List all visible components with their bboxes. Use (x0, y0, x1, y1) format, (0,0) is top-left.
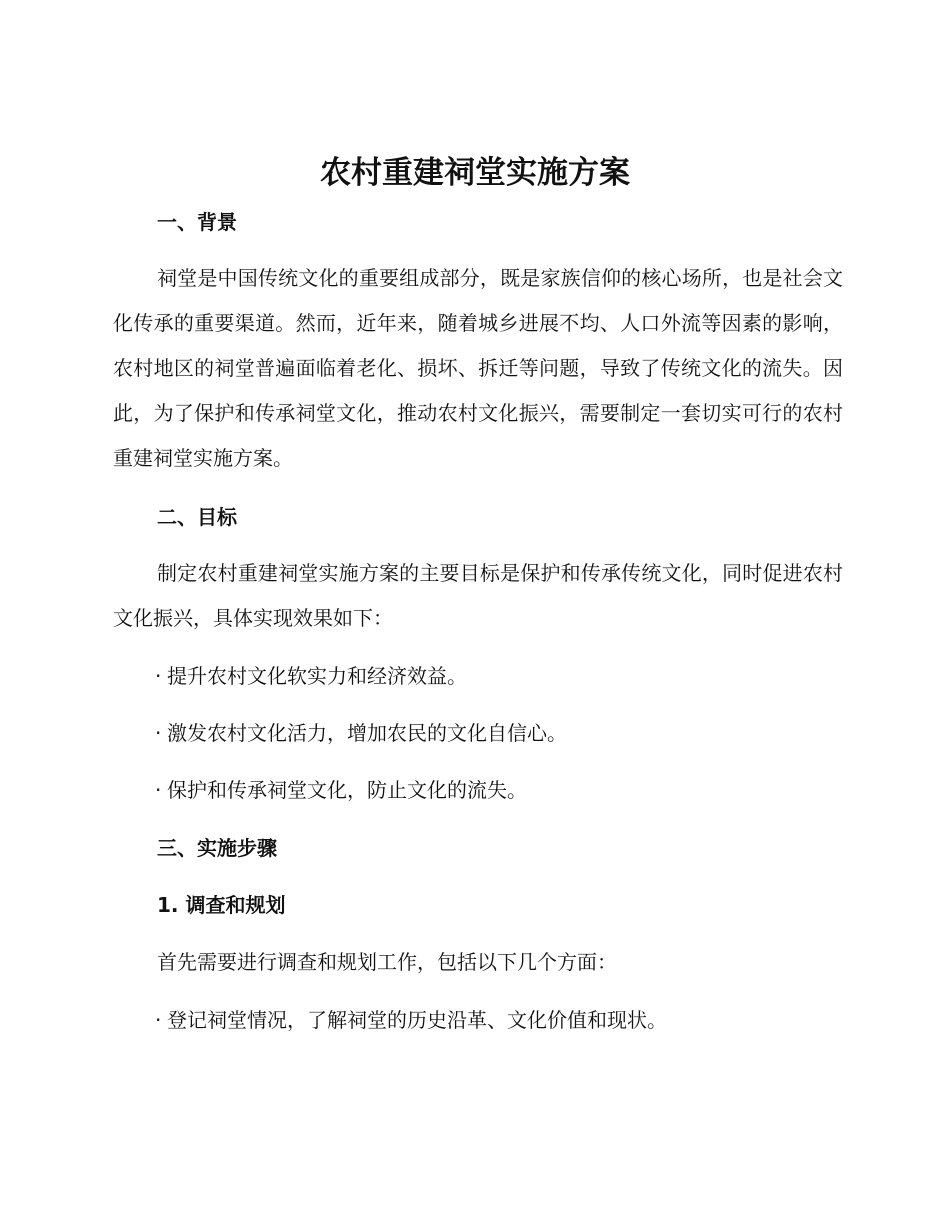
bullet-dot: · (155, 664, 162, 688)
bullet-dot: · (155, 778, 162, 802)
goals-bullet-text: 提升农村文化软实力和经济效益。 (167, 664, 467, 688)
section-heading-steps: 三、实施步骤 (157, 836, 277, 860)
steps-intro-text: 首先需要进行调查和规划工作，包括以下几个方面： (157, 950, 617, 974)
steps-bullet-text: 登记祠堂情况，了解祠堂的历史沿革、文化价值和现状。 (167, 1008, 667, 1032)
document-title: 农村重建祠堂实施方案 (320, 155, 630, 191)
section-heading-background: 一、背景 (157, 210, 237, 234)
subsection-heading-survey: 1. 调查和规划 (157, 893, 286, 917)
steps-bullet-item (155, 1006, 667, 1034)
goals-bullet-item (155, 776, 527, 804)
goals-bullet-text: 激发农村文化活力，增加农民的文化自信心。 (167, 721, 567, 745)
background-paragraph: 祠堂是中国传统文化的重要组成部分，既是家族信仰的核心场所，也是社会文化传承的重要渠道。然而，近年来，随着城乡进展不均、人口外流等因素的影响，农村地区的祠堂普遍面临着老化、损坏、拆迁等问题，导致了传统文化的流失。因此，为了保护和传承祠堂文化，推动农村文化振兴，需要制定一套切实可行的农村重建祠堂实施方案。 (113, 266, 843, 470)
goals-bullet-item (155, 719, 567, 747)
goals-bullet-item (155, 662, 467, 690)
bullet-dot: · (155, 1008, 162, 1032)
goals-paragraph: 制定农村重建祠堂实施方案的主要目标是保护和传承传统文化，同时促进农村文化振兴，具体实现效果如下： (113, 561, 843, 630)
goals-bullet-text: 保护和传承祠堂文化，防止文化的流失。 (167, 778, 527, 802)
bullet-dot: · (155, 721, 162, 745)
section-heading-goals: 二、目标 (157, 505, 237, 529)
